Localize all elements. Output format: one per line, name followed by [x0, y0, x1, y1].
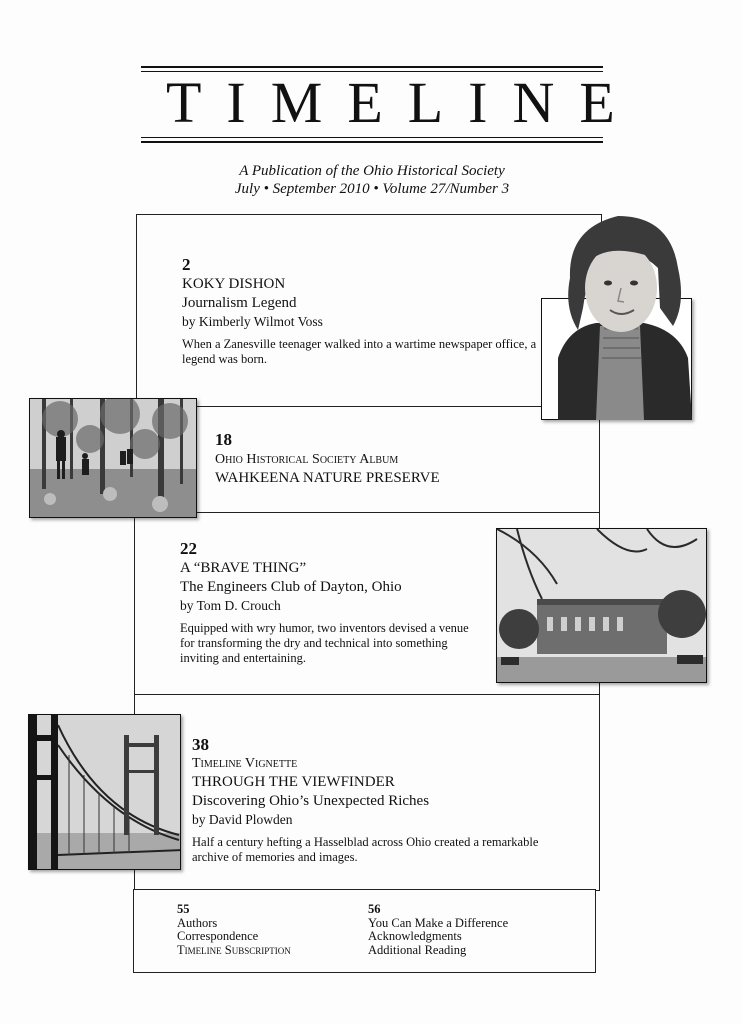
masthead-rule-bottom-2: [141, 141, 603, 143]
article-page-number: 38: [192, 735, 209, 754]
article-subtitle: The Engineers Club of Dayton, Ohio: [180, 579, 402, 595]
department-item: Authors: [177, 915, 218, 930]
article-subtitle: Discovering Ohio’s Unexpected Riches: [192, 793, 430, 809]
masthead-rule-top-1: [141, 66, 603, 68]
article-kicker: Timeline Vignette: [192, 756, 298, 771]
article-entry-wahkeena[interactable]: [215, 430, 585, 488]
article-blurb: Equipped with wry humor, two inventors devised a venue for transforming the dry and technical into something inviting and entertaining.: [180, 621, 469, 665]
department-item: Correspondence: [177, 929, 259, 943]
article-page-number: 18: [215, 430, 232, 449]
article-entry-viewfinder[interactable]: [192, 735, 552, 865]
article-page-number: 2: [182, 255, 191, 274]
article-page-number: 22: [180, 539, 197, 558]
publication-line: A Publication of the Ohio Historical Society: [239, 163, 505, 179]
departments-left[interactable]: [177, 903, 291, 957]
article-blurb: When a Zanesville teenager walked into a wartime newspaper office, a legend was born.: [182, 337, 537, 366]
department-page-number: 55: [177, 902, 190, 916]
article-kicker: Ohio Historical Society Album: [215, 452, 399, 467]
bridge-photo: [28, 714, 181, 870]
article-title: WAHKEENA NATURE PRESERVE: [215, 470, 440, 486]
departments-right[interactable]: [368, 903, 508, 957]
article-author: by Kimberly Wilmot Voss: [182, 314, 323, 329]
article-title: KOKY DISHON: [182, 276, 286, 292]
forest-photo: [29, 398, 197, 518]
article-blurb: Half a century hefting a Hasselblad across Ohio created a remarkable archive of memories and images.: [192, 835, 539, 864]
department-item: Timeline Subscription: [177, 942, 291, 957]
article-author: by Tom D. Crouch: [180, 598, 281, 613]
article-author: by David Plowden: [192, 812, 293, 827]
engineers-club-photo: [496, 528, 707, 683]
department-item: Additional Reading: [368, 942, 467, 957]
article-entry-brave-thing[interactable]: [180, 539, 485, 666]
issue-line: July • September 2010 • Volume 27/Number 3: [234, 181, 510, 197]
portrait-figure: [548, 208, 692, 420]
article-title: A “BRAVE THING”: [180, 560, 307, 576]
masthead-title: TIMELINE: [166, 70, 640, 135]
department-item: You Can Make a Difference: [368, 915, 509, 930]
department-item: Acknowledgments: [368, 929, 462, 943]
article-entry-koky-dishon[interactable]: [182, 255, 537, 367]
article-subtitle: Journalism Legend: [182, 295, 297, 311]
masthead-rule-bottom-1: [141, 137, 603, 138]
department-page-number: 56: [368, 902, 381, 916]
article-title: THROUGH THE VIEWFINDER: [192, 774, 395, 790]
